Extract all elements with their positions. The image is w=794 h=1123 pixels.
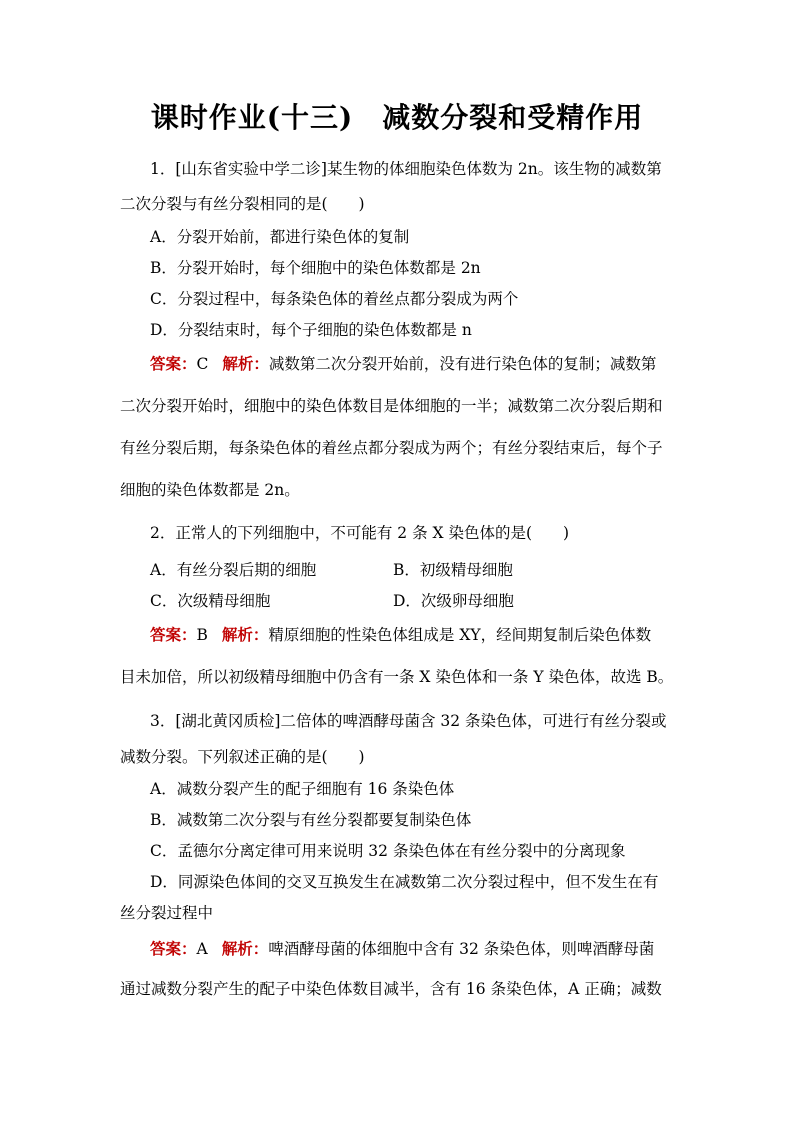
- question-3-answer-line: [150, 939, 654, 959]
- question-2-analysis-line-2: 目未加倍，所以初级精母细胞中仍含有一条 X 染色体和一条 Y 染色体，故选 B。: [120, 668, 674, 686]
- question-2-option-d: D．次级卵母细胞: [393, 592, 514, 610]
- question-2-stem: 2．正常人的下列细胞中，不可能有 2 条 X 染色体的是( ): [150, 524, 570, 542]
- question-1-analysis-line-3: 有丝分裂后期，每条染色体的着丝点都分裂成为两个；有丝分裂结束后，每个子: [120, 439, 663, 457]
- question-3-option-d-line-1: D．同源染色体间的交叉互换发生在减数第二次分裂过程中，但不发生在有: [150, 873, 659, 891]
- answer-value: A: [196, 940, 208, 958]
- question-1-option-a: A．分裂开始前，都进行染色体的复制: [150, 228, 410, 246]
- question-3-stem-line-1: 3．[湖北黄冈质检]二倍体的啤酒酵母菌含 32 条染色体，可进行有丝分裂或: [150, 712, 667, 730]
- question-1-answer-line: [150, 354, 656, 374]
- answer-label: 答案：: [150, 354, 197, 373]
- question-1-option-d: D．分裂结束时，每个子细胞的染色体数都是 n: [150, 321, 472, 339]
- question-3-option-b: B．减数第二次分裂与有丝分裂都要复制染色体: [150, 811, 472, 829]
- question-1-analysis-line-4: 细胞的染色体数都是 2n。: [120, 481, 300, 499]
- question-2-answer-line: [150, 625, 651, 645]
- question-1-option-b: B．分裂开始时，每个细胞中的染色体数都是 2n: [150, 259, 481, 277]
- answer-value: C: [196, 355, 209, 373]
- question-1-option-c: C．分裂过程中，每条染色体的着丝点都分裂成为两个: [150, 290, 519, 308]
- question-2-option-b: B．初级精母细胞: [393, 561, 513, 579]
- question-1-stem-line-1: 1．[山东省实验中学二诊]某生物的体细胞染色体数为 2n。该生物的减数第: [150, 160, 662, 178]
- answer-label: 答案：: [150, 939, 197, 958]
- answer-value: B: [196, 626, 208, 644]
- analysis-label: 解析：: [222, 354, 269, 373]
- page-title: 课时作业(十三) 减数分裂和受精作用: [150, 101, 644, 134]
- analysis-text: 减数第二次分裂开始前，没有进行染色体的复制；减数第: [268, 355, 657, 373]
- question-2-option-a: A．有丝分裂后期的细胞: [150, 561, 317, 579]
- question-3-option-c: C．孟德尔分离定律可用来说明 32 条染色体在有丝分裂中的分离现象: [150, 842, 626, 860]
- question-1-analysis-line-2: 二次分裂开始时，细胞中的染色体数目是体细胞的一半；减数第二次分裂后期和: [120, 397, 663, 415]
- question-3-analysis-line-2: 通过减数分裂产生的配子中染色体数目减半，含有 16 条染色体，A 正确；减数: [120, 980, 662, 998]
- question-3-option-a: A．减数分裂产生的配子细胞有 16 条染色体: [150, 780, 455, 798]
- analysis-text: 啤酒酵母菌的体细胞中含有 32 条染色体，则啤酒酵母菌: [268, 940, 655, 958]
- question-3-option-d-line-2: 丝分裂过程中: [120, 904, 214, 922]
- analysis-label: 解析：: [221, 625, 269, 644]
- answer-label: 答案：: [150, 625, 197, 644]
- analysis-text: 精原细胞的性染色体组成是 XY，经间期复制后染色体数: [268, 626, 652, 644]
- question-3-stem-line-2: 减数分裂。下列叙述正确的是( ): [120, 748, 365, 766]
- question-1-stem-line-2: 二次分裂与有丝分裂相同的是( ): [120, 195, 365, 213]
- question-2-option-c: C．次级精母细胞: [150, 592, 271, 610]
- analysis-label: 解析：: [221, 939, 269, 958]
